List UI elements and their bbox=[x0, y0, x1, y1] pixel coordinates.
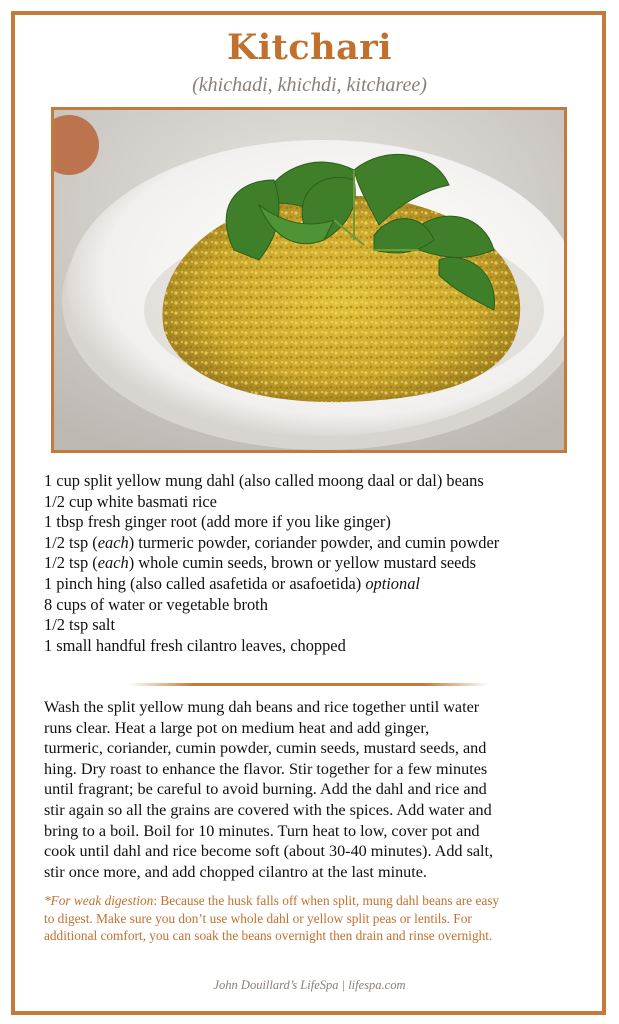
method-line: stir again so all the grains are covered with the spices. Add water and bbox=[44, 800, 492, 819]
method-line: bring to a boil. Boil for 10 minutes. Turn heat to low, cover pot and bbox=[44, 821, 480, 840]
kitchari-bowl-image bbox=[54, 110, 564, 450]
recipe-title: Kitchari bbox=[226, 27, 393, 68]
digestion-note bbox=[44, 892, 584, 945]
footer-credit: John Douillard’s LifeSpa | lifespa.com bbox=[213, 978, 406, 992]
method-line: until fragrant; be careful to avoid burning. Add the dahl and rice and bbox=[44, 780, 487, 799]
ingredient-item: 1 pinch hing (also called asafetida or asafoetida) optional bbox=[44, 573, 420, 593]
section-divider bbox=[129, 683, 489, 686]
method-line: hing. Dry roast to enhance the flavor. Stir together for a few minutes bbox=[44, 759, 488, 778]
ingredient-list bbox=[44, 471, 589, 656]
ingredient-item: 8 cups of water or vegetable broth bbox=[44, 594, 268, 614]
method-line: cook until dahl and rice become soft (about 30-40 minutes). Add salt, bbox=[44, 842, 494, 861]
note-label: *For weak digestion bbox=[44, 893, 154, 908]
ingredient-item: 1 small handful fresh cilantro leaves, chopped bbox=[44, 635, 346, 655]
method-line: turmeric, coriander, cumin powder, cumin seeds, mustard seeds, and bbox=[44, 739, 487, 758]
ingredient-item: 1/2 tsp (each) whole cumin seeds, brown or yellow mustard seeds bbox=[44, 553, 477, 573]
method-line: stir once more, and add chopped cilantro at the last minute. bbox=[44, 862, 427, 881]
method-paragraph bbox=[44, 697, 584, 882]
note-line: additional comfort, you can soak the beans overnight then drain and rinse overnight. bbox=[44, 928, 493, 943]
note-line: *For weak digestion: Because the husk falls off when split, mung dahl beans are easy bbox=[44, 893, 500, 908]
ingredient-item: 1 tbsp fresh ginger root (add more if you like ginger) bbox=[44, 512, 391, 532]
kitchari-photo bbox=[51, 107, 567, 453]
method-line: runs clear. Heat a large pot on medium heat and add ginger, bbox=[44, 718, 430, 737]
method-line: Wash the split yellow mung dah beans and rice together until water bbox=[44, 698, 480, 716]
ingredient-item: 1/2 tsp (each) turmeric powder, coriander powder, and cumin powder bbox=[44, 532, 500, 552]
ingredient-item: 1/2 tsp salt bbox=[44, 615, 116, 635]
ingredient-item: 1 cup split yellow mung dahl (also called moong daal or dal) beans bbox=[44, 471, 484, 490]
recipe-subtitle: (khichadi, khichdi, kitcharee) bbox=[192, 74, 427, 96]
ingredient-item: 1/2 cup white basmati rice bbox=[44, 491, 217, 511]
note-line: to digest. Make sure you don’t use whole dahl or yellow split peas or lentils. For bbox=[44, 910, 472, 926]
